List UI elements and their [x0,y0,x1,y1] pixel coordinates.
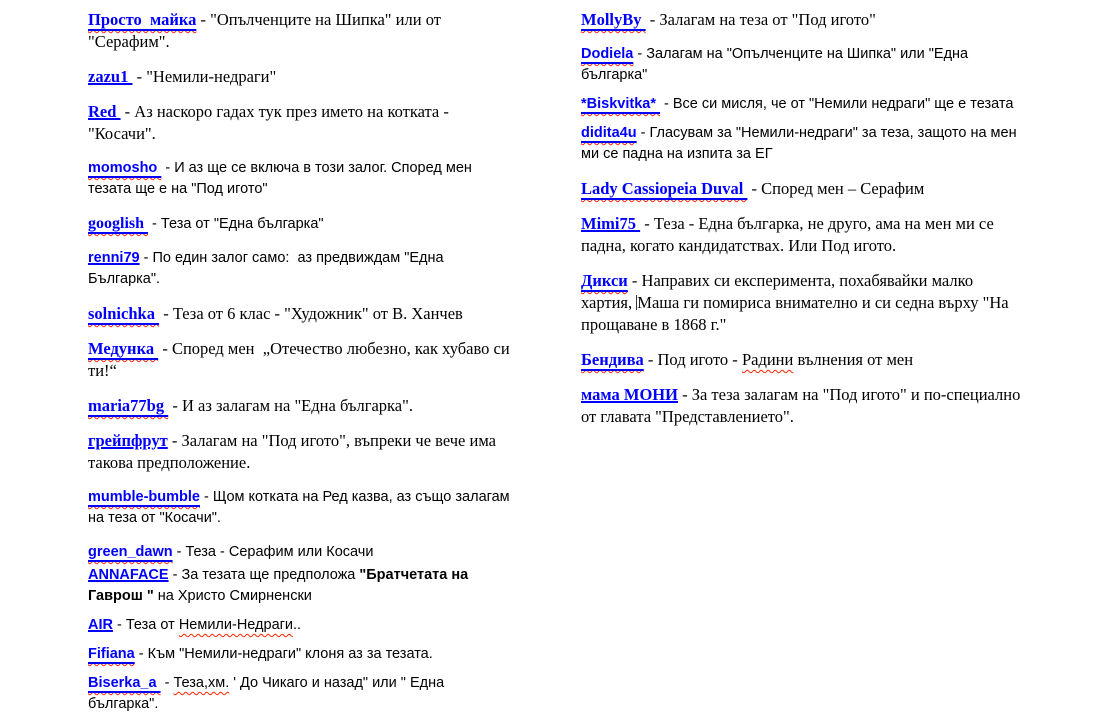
username-text[interactable]: ANNAFACE [88,567,169,583]
comment-text: - Теза - Серафим или Косачи [172,544,374,560]
comment-entry [88,673,518,715]
comment-text: - "Немили-недраги" [132,67,277,86]
username-text[interactable]: googlish [88,215,149,232]
username-link[interactable] [88,544,173,560]
username-link[interactable] [88,567,169,583]
username-link[interactable] [581,179,747,198]
comment-entry [581,44,1023,86]
comment-entry [88,430,518,474]
comment-entry [88,158,518,200]
comment-text: - Щом котката на Ред казва, аз също залагам на теза от "Косачи". [88,489,514,526]
comment-entry [581,384,1023,428]
comment-text: - Все си мисля, че от "Немили недраги" ще е тезата [660,96,1014,112]
comment-entry [581,178,1023,200]
comment-entry [581,94,1023,115]
username-text[interactable]: MollyBy [581,10,646,29]
comment-entry [581,123,1023,165]
comment-text: - Според мен – Серафим [747,179,925,198]
username-link[interactable] [88,617,113,633]
comment-entry [88,565,518,607]
comment-entry [88,395,518,417]
comment-entry [88,644,518,665]
username-text[interactable]: *Biskvitka* [581,96,660,112]
username-link[interactable] [88,339,158,358]
comment-entry [88,248,518,290]
comment-text: - Залагам на "Под игото", въпреки че вече има такова предположение. [88,431,501,472]
username-text[interactable]: momosho [88,160,162,176]
username-text[interactable]: renni79 [88,250,140,266]
username-link[interactable] [581,125,637,141]
comment-entry [581,213,1023,257]
comments-column-left [88,9,518,723]
username-link[interactable] [88,102,121,121]
username-text[interactable]: Mimi75 [581,214,641,233]
comment-entry [88,542,518,563]
username-link[interactable] [581,10,646,29]
comment-text: - Гласувам за "Немили-недраги" за теза, защото на мен ми се падна на изпита за ЕГ [581,125,1021,162]
username-link[interactable] [88,10,196,29]
username-link[interactable] [88,431,168,450]
comment-text: Немили-Недраги [178,617,294,633]
username-link[interactable] [88,216,148,232]
username-text[interactable]: грейпфрут [88,431,168,450]
comment-text: вълнения от мен [793,350,914,369]
comment-text: Теза,хм. [173,675,230,691]
username-link[interactable] [581,214,640,233]
comment-entry [88,9,518,53]
comment-text: - За теза залагам на "Под игото" и по-специално от главата "Представлението". [581,385,1025,426]
comment-text: - Теза от 6 клас - "Художник" от В. Ханчев [159,304,463,323]
username-text[interactable]: Fifiana [88,646,135,662]
comment-text: - И аз ще се включа в този залог. Според мен тезата ще е на "Под игото" [88,160,476,197]
comment-text: - [160,675,174,691]
username-link[interactable] [88,489,200,505]
comment-text: - "Опълченците на Шипка" или от "Серафим". [88,10,446,51]
comments-column-right [581,9,1023,441]
comment-entry [88,338,518,382]
comment-entry [88,66,518,88]
username-text[interactable]: maria77bg [88,396,169,415]
comment-text: - По един залог само: аз предвиждам "Една Българка". [88,250,448,287]
comment-text: "Братчетата на Гаврош " [88,567,473,604]
comment-text: - За тезата ще предположа [168,567,360,583]
username-link[interactable] [88,675,161,691]
username-link[interactable] [88,304,159,323]
comment-text: - Залагам на "Опълченците на Шипка" или "Една българка" [581,46,973,83]
username-text[interactable]: Dodiela [581,46,634,62]
username-text[interactable]: Lady Cassiopeia Duval [581,179,748,198]
username-text[interactable]: Бендива [581,350,644,369]
comment-entry [581,9,1023,31]
comment-text: - Според мен „Отечество любезно, как хубаво си ти!“ [88,339,514,380]
username-link[interactable] [88,396,168,415]
comment-entry [88,213,518,235]
comment-entry [88,101,518,145]
username-link[interactable] [581,96,660,112]
username-link[interactable] [581,385,678,404]
comment-text: - И аз залагам на "Една българка". [168,396,413,415]
username-text[interactable]: Biserka_a [88,675,161,691]
username-link[interactable] [88,67,132,86]
username-text[interactable]: zazu1 [88,67,133,86]
comment-text: - Под игото - [643,350,742,369]
comment-text: - Теза от "Една българка" [148,216,324,232]
comment-text: .. [293,617,302,633]
username-text[interactable]: didita4u [581,125,637,141]
username-text[interactable]: мама МОНИ [581,385,678,404]
username-text[interactable]: green_dawn [88,544,173,560]
comment-entry [88,615,518,636]
username-text[interactable]: solnichka [88,304,160,323]
username-link[interactable] [88,160,161,176]
username-text[interactable]: Просто майка [88,10,197,29]
comment-entry [88,303,518,325]
comment-entry [581,349,1023,371]
comment-text: Маша ги помириса внимателно и си седна върху "На прощаване в 1868 г." [581,293,1013,334]
comment-text: - Теза от [112,617,179,633]
username-text[interactable]: Red [88,102,121,121]
username-link[interactable] [88,646,135,662]
comment-text: - Аз наскоро гадах тук през името на котката - "Косачи". [88,102,454,143]
username-link[interactable] [581,271,628,290]
comment-text: - Направих си експеримента, похабявайки малко хартия, [581,271,978,312]
username-text[interactable]: Дикси [581,271,628,290]
comment-text: ' До Чикаго и назад" или " Една българка". [88,675,449,712]
comment-text: Радини [741,350,794,369]
comment-text: - Залагам на теза от "Под игото" [645,10,876,29]
username-text[interactable]: AIR [88,617,113,633]
username-link[interactable] [88,250,140,266]
comment-text: - Към "Немили-недраги" клоня аз за тезата. [134,646,433,662]
comment-entry [88,487,518,529]
comment-text: на Христо Смирненски [157,588,312,604]
username-text[interactable]: mumble-bumble [88,489,200,505]
comment-entry [581,270,1023,336]
username-text[interactable]: Медунка [88,339,159,358]
comment-text: - Теза - Една българка, не друго, ама на мен ми се падна, когато кандидатствах. Или Под игото. [581,214,998,255]
username-link[interactable] [581,46,633,62]
username-link[interactable] [581,350,644,369]
